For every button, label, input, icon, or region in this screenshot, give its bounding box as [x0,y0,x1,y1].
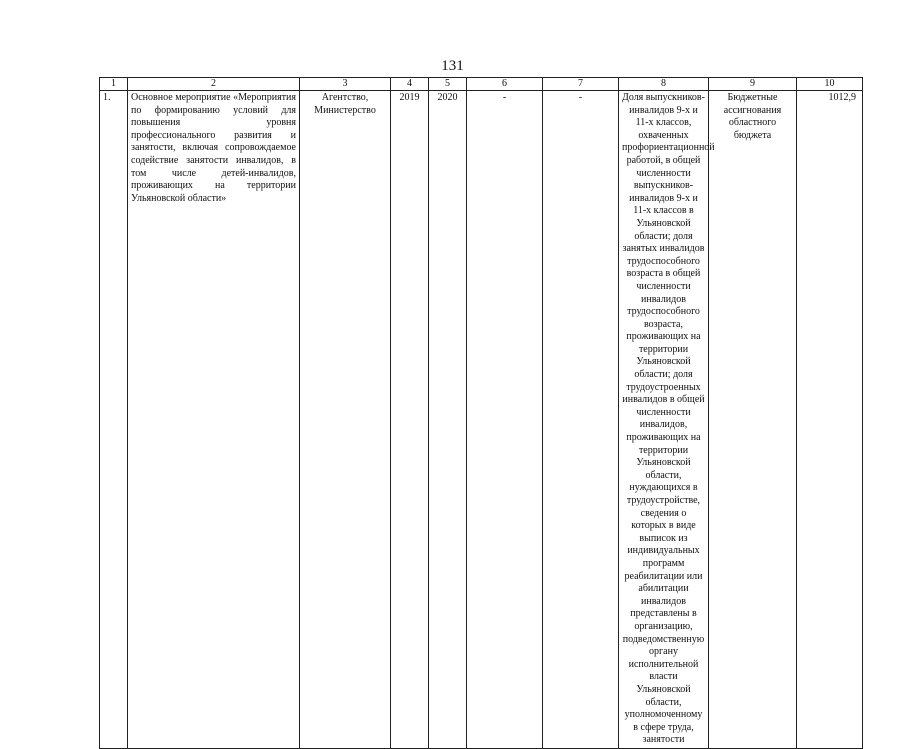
funding-amount: 1012,9 [797,91,863,749]
year-start: 2019 [391,91,429,749]
executor: Агентство, Министерство [300,91,391,749]
header-cell: 3 [300,78,391,91]
header-cell: 9 [709,78,797,91]
header-cell: 8 [619,78,709,91]
header-cell: 5 [429,78,467,91]
table-row [100,91,863,749]
header-cell: 6 [467,78,543,91]
column-6-value: - [467,91,543,749]
header-row [100,78,863,91]
header-cell: 7 [543,78,619,91]
row-number: 1. [100,91,128,749]
indicators: Доля выпускников-инвалидов 9-х и 11-х классов, охваченных профориентационной работой, в общей численности выпускников-инвалидов 9-х и 11-х классов в Ульяновской области; доля занятых инвалидов трудоспособного возраста в общей численности инвалидов трудоспособного возраста, проживающих на территории Ульяновской области; доля трудоустроенных инвалидов в общей численности инвалидов, проживающих на территории Ульяновской области, нуждающихся в трудоустройстве, сведения о которых в виде выписок из индивидуальных программ реабилитации или абилитации инвалидов представлены в организацию, подведомственную органу исполнительной власти Ульяновской области, уполномоченному в сфере труда, занятости [619,91,709,749]
year-end: 2020 [429,91,467,749]
event-name: Основное мероприятие «Мероприятия по формированию условий для повышения уровня профессионального развития и занятости, включая сопровождаемое содействие занятости инвалидов, в том числе детей-инвалидов, проживающих на территории Ульяновской области» [128,91,300,749]
funding-source: Бюджетные ассигнования областного бюджета [709,91,797,749]
header-cell: 4 [391,78,429,91]
header-cell: 2 [128,78,300,91]
page-number: 131 [441,58,464,74]
header-cell: 10 [797,78,863,91]
program-table [99,77,863,749]
column-7-value: - [543,91,619,749]
header-cell: 1 [100,78,128,91]
